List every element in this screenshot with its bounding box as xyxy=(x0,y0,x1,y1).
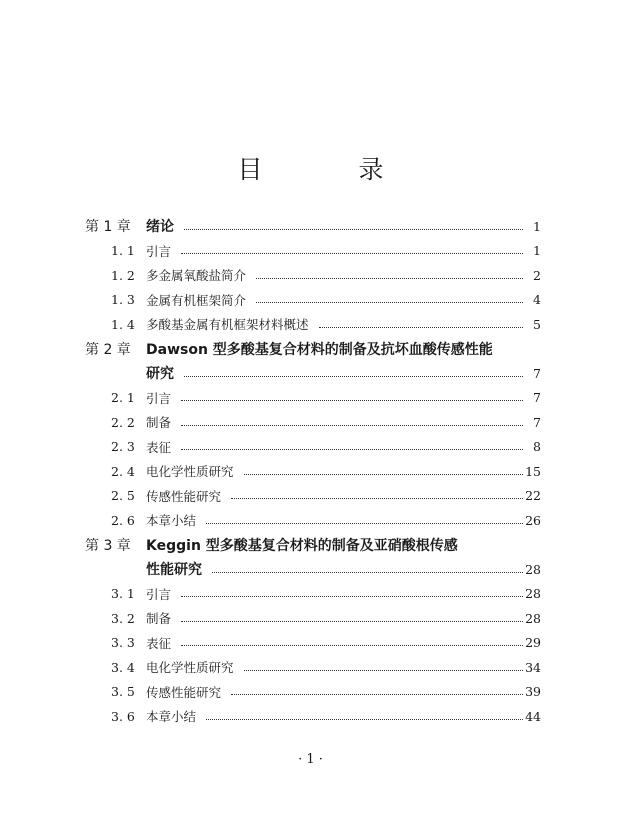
toc-entry-number: 2. 5 xyxy=(111,488,135,503)
toc-page-number: 28 xyxy=(525,561,541,577)
toc-dot-leader xyxy=(181,596,523,597)
toc-entry-number: 3. 6 xyxy=(111,708,135,724)
toc-section-row[interactable] xyxy=(0,680,621,704)
toc-entry-title: 表征 xyxy=(146,439,172,455)
toc-page-number: 2 xyxy=(533,267,541,283)
toc-entry-number: 1. 1 xyxy=(111,243,135,258)
toc-page-number: 28 xyxy=(525,610,541,626)
toc-entry-title: 传感性能研究 xyxy=(146,488,222,504)
toc-continuation-row[interactable] xyxy=(0,361,621,385)
toc-section-row[interactable] xyxy=(0,484,621,508)
toc-entry-title: 本章小结 xyxy=(146,709,197,724)
toc-section-row[interactable] xyxy=(0,239,621,263)
page-title: 目 录 xyxy=(237,155,428,184)
toc-entry-number: 2. 3 xyxy=(111,439,135,454)
toc-entry-number: 2. 2 xyxy=(111,414,135,430)
toc-page-number: 34 xyxy=(525,659,541,675)
toc-page-number: 44 xyxy=(525,708,541,724)
toc-dot-leader xyxy=(244,670,523,671)
toc-entry-title: Keggin 型多酸基复合材料的制备及亚硝酸根传感 xyxy=(146,537,458,554)
toc-entry-number: 2. 6 xyxy=(111,512,135,528)
toc-entry-number: 3. 2 xyxy=(111,610,135,626)
toc-entry-number: 1. 3 xyxy=(111,292,135,307)
toc-dot-leader xyxy=(231,498,523,499)
toc-entry-title: Dawson 型多酸基复合材料的制备及抗坏血酸传感性能 xyxy=(146,341,493,358)
toc-entry-title: 制备 xyxy=(146,415,172,430)
toc-page-number: 1 xyxy=(533,218,541,234)
toc-page-number: 8 xyxy=(533,439,541,454)
toc-entry-number: 第 1 章 xyxy=(85,219,131,235)
toc-entry-title: 性能研究 xyxy=(146,562,202,578)
toc-section-row[interactable] xyxy=(0,606,621,630)
toc-section-row[interactable] xyxy=(0,582,621,606)
toc-section-row[interactable] xyxy=(0,459,621,483)
toc-section-row[interactable] xyxy=(0,288,621,312)
toc-page-number: 28 xyxy=(525,586,541,601)
toc-entry-title: 表征 xyxy=(146,635,172,651)
toc-dot-leader xyxy=(181,645,523,646)
toc-entry-title: 多金属氧酸盐简介 xyxy=(146,268,247,283)
toc-entry-number: 3. 1 xyxy=(111,586,135,601)
toc-dot-leader xyxy=(231,694,523,695)
toc-dot-leader xyxy=(206,719,523,720)
toc-entry-title: 电化学性质研究 xyxy=(146,464,234,479)
toc-entry-number: 第 2 章 xyxy=(85,341,131,358)
toc-entry-number: 3. 5 xyxy=(111,684,135,699)
toc-entry-title: 制备 xyxy=(146,611,172,626)
toc-section-row[interactable] xyxy=(0,386,621,410)
toc-entry-title: 传感性能研究 xyxy=(146,684,222,700)
toc-entry-title: 引言 xyxy=(146,586,172,602)
toc-entry-title: 绪论 xyxy=(146,219,174,235)
toc-dot-leader xyxy=(181,425,523,426)
toc-entry-number: 3. 4 xyxy=(111,659,135,675)
toc-dot-leader xyxy=(181,253,523,254)
toc-section-row[interactable] xyxy=(0,655,621,679)
toc-section-row[interactable] xyxy=(0,435,621,459)
toc-page-number: 7 xyxy=(533,390,541,405)
toc-page-number: 26 xyxy=(525,512,541,528)
toc-chapter-row[interactable] xyxy=(0,533,621,557)
toc-dot-leader xyxy=(212,572,523,573)
toc-continuation-row[interactable] xyxy=(0,557,621,581)
toc-page-number: 4 xyxy=(533,292,541,307)
toc-dot-leader xyxy=(184,229,523,230)
toc-dot-leader xyxy=(181,621,523,622)
toc-dot-leader xyxy=(256,302,523,303)
toc-page-number: 22 xyxy=(525,488,541,503)
toc-page-number: 5 xyxy=(533,316,541,332)
page-number-footer: · 1 · xyxy=(298,752,323,767)
toc-chapter-row[interactable] xyxy=(0,214,621,238)
toc-entry-title: 引言 xyxy=(146,243,172,259)
toc-page-number: 7 xyxy=(533,365,541,381)
toc-section-row[interactable] xyxy=(0,312,621,336)
toc-entry-title: 金属有机框架简介 xyxy=(146,292,247,308)
toc-entry-number: 1. 2 xyxy=(111,267,135,283)
toc-dot-leader xyxy=(206,523,523,524)
toc-page-number: 29 xyxy=(525,635,541,650)
toc-page-number: 1 xyxy=(533,243,541,258)
toc-entry-number: 3. 3 xyxy=(111,635,135,650)
toc-chapter-row[interactable] xyxy=(0,337,621,361)
toc-entry-number: 2. 1 xyxy=(111,390,135,405)
toc-dot-leader xyxy=(181,400,523,401)
toc-entry-number: 第 3 章 xyxy=(85,537,131,554)
toc-entry-title: 多酸基金属有机框架材料概述 xyxy=(146,317,309,332)
toc-page-number: 39 xyxy=(525,684,541,699)
toc-dot-leader xyxy=(184,376,523,377)
toc-page-number: 15 xyxy=(525,463,541,479)
toc-entry-number: 1. 4 xyxy=(111,316,135,332)
toc-dot-leader xyxy=(181,449,523,450)
toc-section-row[interactable] xyxy=(0,631,621,655)
toc-dot-leader xyxy=(319,327,523,328)
toc-section-row[interactable] xyxy=(0,263,621,287)
toc-dot-leader xyxy=(256,278,523,279)
toc-section-row[interactable] xyxy=(0,704,621,728)
toc-entry-number: 2. 4 xyxy=(111,463,135,479)
toc-entry-title: 本章小结 xyxy=(146,513,197,528)
toc-page-number: 7 xyxy=(533,414,541,430)
toc-section-row[interactable] xyxy=(0,410,621,434)
toc-dot-leader xyxy=(244,474,523,475)
toc-entry-title: 电化学性质研究 xyxy=(146,660,234,675)
toc-entry-title: 引言 xyxy=(146,390,172,406)
toc-entry-title: 研究 xyxy=(146,366,174,382)
toc-section-row[interactable] xyxy=(0,508,621,532)
